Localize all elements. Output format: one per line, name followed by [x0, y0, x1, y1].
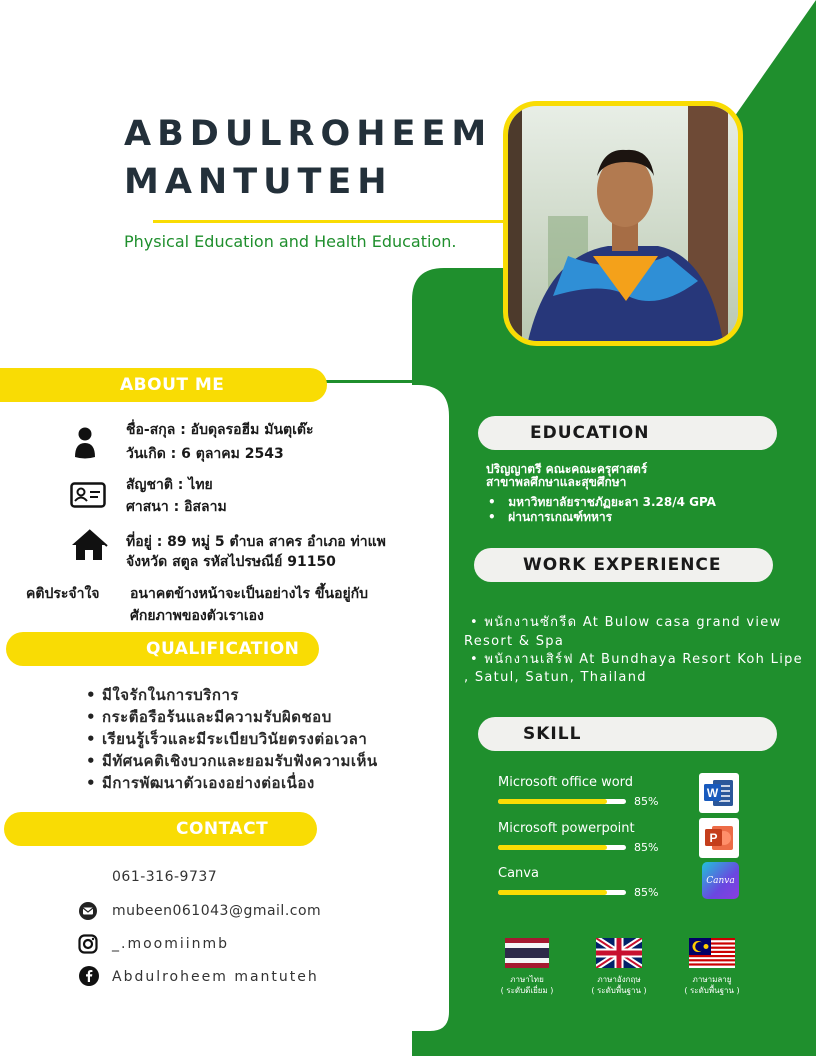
skill-bar-fill: [498, 890, 607, 895]
work-item2-line2: , Satul, Satun, Thailand: [464, 670, 647, 685]
education-bullet-text: ผ่านการเกณฑ์ทหาร: [508, 510, 613, 524]
skill-percent: 85%: [634, 886, 659, 899]
contact-heading-label: CONTACT: [176, 819, 269, 839]
skill-bar: [498, 845, 626, 850]
work-item1-line2: Resort & Spa: [464, 634, 565, 649]
contact-facebook[interactable]: Abdulroheem mantuteh: [112, 969, 319, 985]
canva-icon: [702, 862, 739, 899]
language-level: ( ระดับพื้นฐาน ): [684, 986, 740, 995]
language-name: ภาษาไทย: [510, 975, 544, 984]
about-address-line2: จังหวัด สตูล รหัสไปรษณีย์ 91150: [126, 554, 336, 570]
home-icon: [70, 528, 108, 562]
skill-heading: [478, 717, 777, 751]
skill-heading-label: SKILL: [523, 724, 582, 744]
language-malay: [667, 974, 757, 996]
about-religion: ศาสนา : อิสลาม: [126, 499, 227, 515]
education-bullet-text: มหาวิทยาลัยราชภัฏยะลา 3.28/4 GPA: [508, 495, 716, 509]
education-degree: ปริญญาตรี คณะคณะครุศาสตร์: [486, 462, 648, 476]
skill-bar-fill: [498, 799, 607, 804]
about-me-heading: [0, 368, 327, 402]
work-experience-heading-label: WORK EXPERIENCE: [523, 555, 722, 575]
subtitle: Physical Education and Health Education.: [124, 232, 457, 251]
person-icon: [74, 427, 96, 459]
about-me-heading-label: ABOUT ME: [120, 375, 225, 395]
skill-bar-fill: [498, 845, 607, 850]
svg-text:P: P: [709, 831, 718, 845]
qualification-item: • มีทัศนคติเชิงบวกและยอมรับฟังความเห็น: [86, 750, 378, 772]
motto-label: คติประจำใจ: [26, 586, 100, 602]
svg-text:W: W: [706, 786, 719, 800]
profile-photo: [503, 101, 743, 346]
malaysia-flag-icon: [689, 938, 735, 968]
education-heading-label: EDUCATION: [530, 423, 650, 443]
language-name: ภาษามลายู: [692, 975, 732, 984]
motto-line1: อนาคตข้างหน้าจะเป็นอย่างไร ขึ้นอยู่กับ: [130, 586, 369, 602]
name-first: ABDULROHEEM: [124, 114, 493, 154]
skill-percent: 85%: [634, 841, 659, 854]
facebook-icon: [79, 966, 99, 986]
language-name: ภาษาอังกฤษ: [597, 975, 641, 984]
education-bullet: • ผ่านการเกณฑ์ทหาร: [488, 510, 613, 524]
work-experience-heading: [474, 548, 773, 582]
word-icon: [699, 773, 739, 813]
work-item1-line1: • พนักงานซักรีด At Bulow casa grand view: [470, 615, 782, 630]
contact-phone[interactable]: 061-316-9737: [112, 869, 218, 885]
qualification-item: • กระตือรือร้นและมีความรับผิดชอบ: [86, 706, 378, 728]
name-last: MANTUTEH: [124, 162, 393, 202]
about-address-line1: ที่อยู่ : 89 หมู่ 5 ตำบล สาคร อำเภอ ท่าแพ: [126, 534, 386, 550]
skill-label: Microsoft powerpoint: [498, 821, 635, 836]
uk-flag-icon: [596, 938, 642, 968]
about-birth: วันเกิด : 6 ตุลาคม 2543: [126, 446, 284, 462]
qualification-list: [86, 684, 378, 794]
skill-bar: [498, 799, 626, 804]
about-fullname: ชื่อ-สกุล : อับดุลรอฮีม มันตุเต๊ะ: [126, 422, 314, 438]
work-item2-line1: • พนักงานเสิร์ฟ At Bundhaya Resort Koh Lipe: [470, 652, 803, 667]
contact-email[interactable]: mubeen061043@gmail.com: [112, 903, 322, 919]
email-icon: [79, 902, 97, 920]
thailand-flag-icon: [505, 938, 549, 968]
qualification-item: • มีใจรักในการบริการ: [86, 684, 378, 706]
about-nationality: สัญชาติ : ไทย: [126, 477, 213, 493]
instagram-icon: [78, 934, 98, 954]
skill-label: Microsoft office word: [498, 775, 634, 790]
id-card-icon: [70, 482, 106, 508]
qualification-heading: [6, 632, 319, 666]
education-heading: [478, 416, 777, 450]
qualification-item: • เรียนรู้เร็วและมีระเบียบวินัยตรงต่อเวลา: [86, 728, 378, 750]
language-level: ( ระดับพื้นฐาน ): [591, 986, 647, 995]
skill-percent: 85%: [634, 795, 659, 808]
canva-logo-text: Canva: [706, 875, 735, 886]
skill-bar: [498, 890, 626, 895]
language-level: ( ระดับดีเยี่ยม ): [500, 986, 554, 995]
education-major: สาขาพลศึกษาและสุขศึกษา: [486, 475, 627, 489]
qualification-heading-label: QUALIFICATION: [146, 639, 300, 659]
motto-line2: ศักยภาพของตัวเราเอง: [130, 608, 264, 624]
powerpoint-icon: [699, 818, 739, 858]
contact-instagram[interactable]: _.moomiinmb: [112, 936, 230, 952]
education-bullet: • มหาวิทยาลัยราชภัฏยะลา 3.28/4 GPA: [488, 495, 716, 509]
language-thai: [482, 974, 572, 996]
qualification-item: • มีการพัฒนาตัวเองอย่างต่อเนื่อง: [86, 772, 378, 794]
skill-label: Canva: [498, 866, 539, 881]
contact-heading: [4, 812, 317, 846]
language-english: [574, 974, 664, 996]
